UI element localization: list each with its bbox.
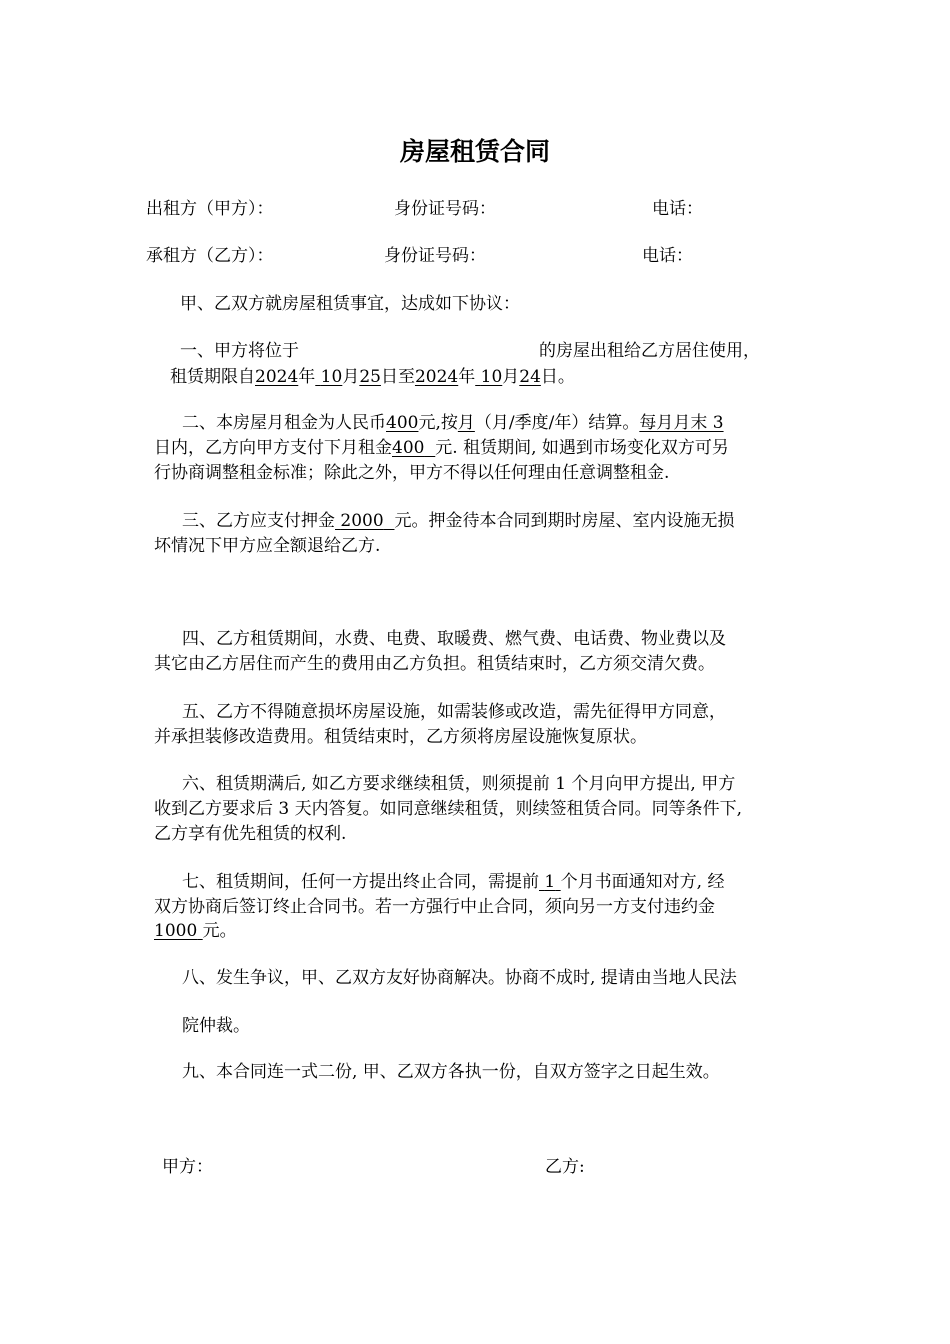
start-month [315, 367, 342, 387]
clause-2-p1: 二、本房屋月租金为人民币 [182, 413, 386, 433]
start-year: 2024 [255, 367, 299, 387]
intro-text: 甲、乙双方就房屋租赁事宜，达成如下协议： [180, 294, 520, 314]
clause-2-line-3: 行协商调整租金标准；除此之外，甲方不得以任何理由任意调整租金. [154, 463, 670, 483]
clause-1-prefix: 一、甲方将位于 [180, 341, 299, 361]
rent-amount-2-value: 400 [392, 438, 425, 458]
clause-3-line-1 [182, 513, 734, 530]
penalty-amount [154, 921, 203, 941]
clause-8-line-1: 八、发生争议，甲、乙双方友好协商解决。协商不成时, 提请由当地人民法 [182, 968, 737, 988]
start-day: 25 [359, 367, 381, 387]
end-year: 2024 [414, 367, 459, 387]
lessor-phone-label: 电话： [652, 199, 703, 219]
clause-4-line-1: 四、乙方租赁期间，水费、电费、取暖费、燃气费、电话费、物业费以及 [182, 629, 726, 649]
year-unit: 年 [298, 367, 316, 387]
end-month [475, 367, 502, 387]
clause-7-line-3 [154, 923, 237, 940]
clause-2-p2: 元,按 [418, 413, 458, 433]
rent-amount-2 [392, 438, 435, 458]
penalty-unit: 元。 [202, 921, 237, 941]
clause-6-line-2: 收到乙方要求后 3 天内答复。如同意继续租赁，则续签租赁合同。同等条件下, [154, 799, 743, 819]
penalty-amount-value: 1000 [154, 921, 198, 941]
clause-1-line-2 [170, 369, 575, 386]
month-unit-2: 月 [502, 367, 520, 387]
clause-1-line-1 [180, 343, 760, 360]
notice-months [539, 872, 561, 892]
clause-3-p2: 元。押金待本合同到期时房屋、室内设施无损 [394, 511, 735, 531]
clause-2-line-1 [182, 415, 724, 432]
day-to: 日至 [380, 367, 415, 387]
clause-7-p1: 七、租赁期间，任何一方提出终止合同，需提前 [182, 872, 539, 892]
clause-7-line-1 [182, 874, 724, 891]
clause-9-line-1: 九、本合同连一式二份, 甲、乙双方各执一份，自双方签字之日起生效。 [182, 1062, 720, 1082]
deposit-amount [335, 511, 394, 531]
end-day: 24 [519, 367, 541, 387]
clause-2-line2-p1: 日内，乙方向甲方支付下月租金 [154, 438, 392, 458]
year-unit-2: 年 [458, 367, 476, 387]
payment-period: 月 [457, 413, 475, 433]
clause-5-line-2: 并承担装修改造费用。租赁结束时，乙方须将房屋设施恢复原状。 [154, 727, 647, 747]
clause-8-line-2: 院仲裁。 [182, 1016, 250, 1036]
clause-2-p3: （月/季度/年）结算。 [474, 413, 640, 433]
clause-1-suffix: 的房屋出租给乙方居住使用， [539, 341, 760, 361]
clause-7-line-2: 双方协商后签订终止合同书。若一方强行中止合同，须向另一方支付违约金 [154, 897, 715, 917]
lessee-phone-label: 电话： [642, 246, 693, 266]
end-month-value: 10 [480, 367, 503, 387]
signature-party-b: 乙方: [545, 1157, 585, 1177]
term-prefix: 租赁期限自 [170, 367, 255, 387]
clause-6-line-1: 六、租赁期满后, 如乙方要求继续租赁，则须提前 1 个月向甲方提出, 甲方 [182, 774, 736, 794]
rent-amount: 400 [386, 413, 419, 433]
month-unit: 月 [342, 367, 360, 387]
clause-5-line-1: 五、乙方不得随意损坏房屋设施，如需装修或改造，需先征得甲方同意， [182, 702, 726, 722]
payment-due: 每月月末 3 [639, 413, 724, 433]
signature-party-a: 甲方： [162, 1157, 213, 1177]
document-title: 房屋租赁合同 [399, 137, 550, 166]
clause-4-line-2: 其它由乙方居住而产生的费用由乙方负担。租赁结束时，乙方须交清欠费。 [154, 654, 715, 674]
start-month-value: 10 [320, 367, 343, 387]
lessor-id-label: 身份证号码： [394, 199, 496, 219]
deposit-amount-value: 2000 [340, 511, 384, 531]
day-end: 日。 [540, 367, 575, 387]
clause-6-line-3: 乙方享有优先租赁的权利. [154, 824, 347, 844]
lessee-id-label: 身份证号码： [384, 246, 486, 266]
clause-3-p1: 三、乙方应支付押金 [182, 511, 335, 531]
clause-2-line2-p2: 元. 租赁期间, 如遇到市场变化双方可另 [435, 438, 729, 458]
clause-7-p2: 个月书面通知对方, 经 [560, 872, 725, 892]
clause-3-line-2: 坏情况下甲方应全额退给乙方. [154, 536, 381, 556]
lessor-label: 出租方（甲方）： [146, 199, 274, 219]
lessee-label: 承租方（乙方）： [146, 246, 274, 266]
clause-2-line-2 [154, 440, 729, 457]
notice-months-value: 1 [544, 872, 556, 892]
